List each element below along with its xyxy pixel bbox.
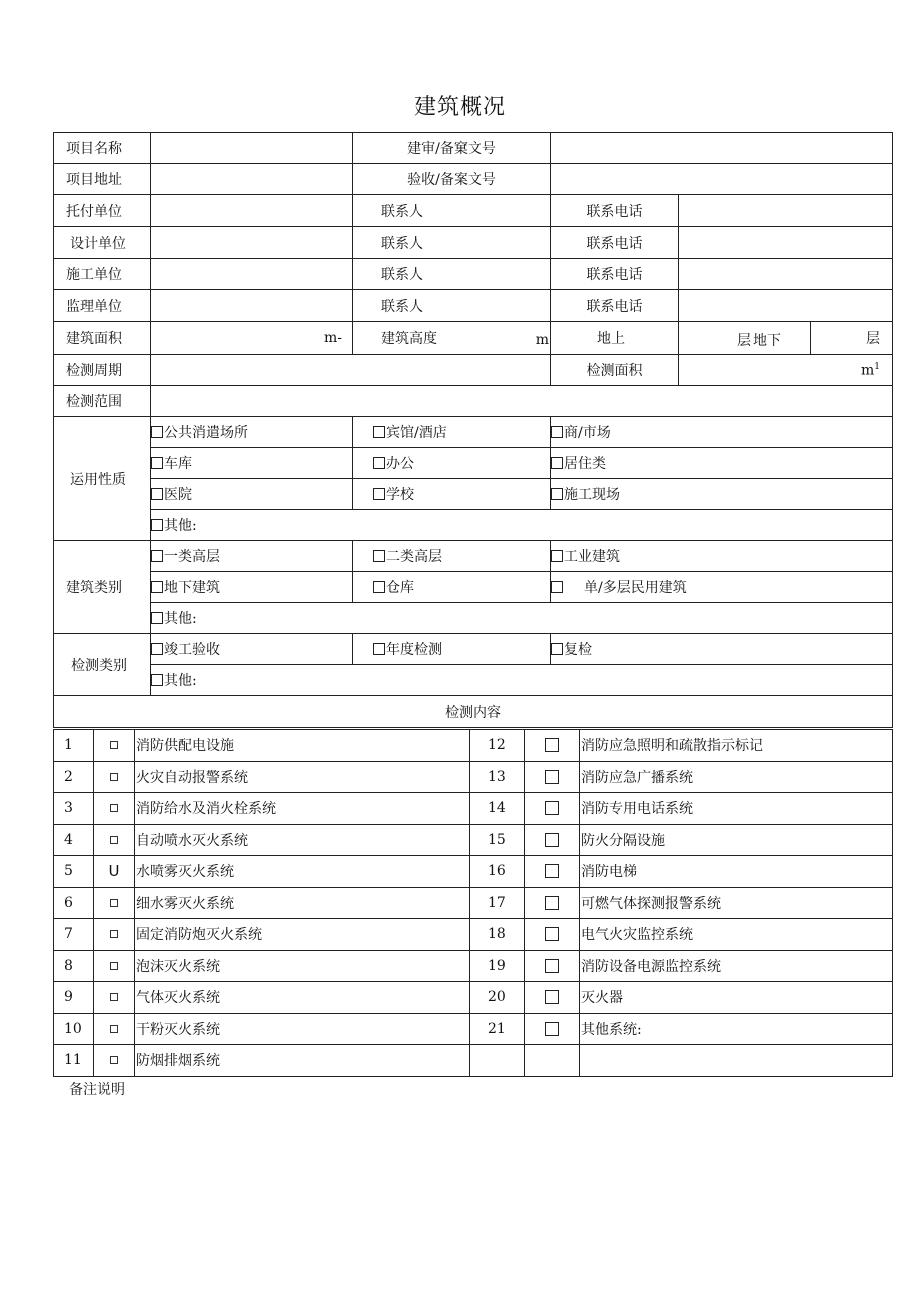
checkbox-icon[interactable] (110, 741, 118, 749)
item-name: 其他系统: (580, 1013, 893, 1045)
approval-no-field[interactable] (551, 133, 893, 164)
checkbox-icon[interactable] (551, 550, 563, 562)
item-number: 3 (54, 793, 94, 825)
item-name: 消防专用电话系统 (580, 793, 893, 825)
usage-other[interactable] (151, 510, 893, 541)
item-checkbox[interactable] (94, 982, 135, 1014)
checkbox-icon[interactable] (151, 674, 163, 686)
building-type-option[interactable] (151, 572, 353, 603)
empty-cell (580, 1045, 893, 1077)
item-number: 14 (470, 793, 525, 825)
checkbox-icon[interactable] (151, 488, 163, 500)
building-type-option[interactable] (151, 541, 353, 572)
item-name: 防火分隔设施 (580, 824, 893, 856)
supervision-contact-label: 联系人 (353, 290, 551, 322)
project-name-label: 项目名称 (54, 133, 151, 164)
test-scope-label: 检测范围 (54, 386, 151, 417)
item-checkbox[interactable] (525, 1013, 580, 1045)
checkbox-icon[interactable] (373, 581, 385, 593)
checkbox-icon[interactable] (545, 833, 559, 847)
table-row (54, 982, 893, 1014)
test-area-unit-sup: 1 (874, 361, 881, 372)
test-type-option-label: 年度检测 (386, 642, 442, 658)
building-type-option-label: 单/多层民用建筑 (584, 580, 687, 596)
construction-contact-label: 联系人 (353, 259, 551, 290)
checkbox-icon[interactable] (110, 962, 118, 970)
item-checkbox[interactable] (94, 887, 135, 919)
table-row (54, 761, 893, 793)
item-name: 泡沫灭火系统 (135, 950, 470, 982)
building-type-option[interactable] (551, 572, 893, 603)
test-type-label: 检测类别 (54, 634, 151, 696)
item-number: 7 (54, 919, 94, 951)
building-height-unit: m (535, 332, 549, 348)
client-contact-label: 联系人 (353, 195, 551, 227)
checkbox-icon[interactable] (373, 643, 385, 655)
test-area-field[interactable] (679, 355, 893, 386)
item-name: 消防应急照明和疏散指示标记 (580, 730, 893, 762)
table-row (54, 1013, 893, 1045)
supervision-unit-label: 监理单位 (54, 290, 151, 322)
item-number: 6 (54, 887, 94, 919)
page-title: 建筑概况 (413, 95, 506, 120)
item-number: 4 (54, 824, 94, 856)
building-height-label: 建筑高度 (381, 331, 437, 347)
building-info-table (53, 132, 893, 728)
test-contents-table (53, 729, 893, 1077)
test-type-option-label: 竣工验收 (164, 642, 220, 658)
item-checkbox[interactable] (525, 950, 580, 982)
usage-option[interactable] (551, 479, 893, 510)
below-floor-unit[interactable]: 层 (811, 322, 893, 355)
building-type-option-label: 仓库 (386, 580, 414, 596)
building-type-option-label: 地下建筑 (164, 580, 220, 596)
usage-option[interactable] (551, 448, 893, 479)
usage-option[interactable] (551, 417, 893, 448)
checkbox-icon[interactable] (151, 550, 163, 562)
empty-cell (525, 1045, 580, 1077)
test-period-label: 检测周期 (54, 355, 151, 386)
checkbox-icon[interactable] (545, 801, 559, 815)
usage-option[interactable] (353, 448, 551, 479)
item-number: 12 (470, 730, 525, 762)
construction-unit-label: 施工单位 (54, 259, 151, 290)
item-name: 防烟排烟系统 (135, 1045, 470, 1077)
checkbox-icon[interactable] (110, 899, 118, 907)
usage-option[interactable] (151, 448, 353, 479)
item-name: 固定消防炮灭火系统 (135, 919, 470, 951)
usage-option[interactable] (353, 479, 551, 510)
building-type-option[interactable] (353, 541, 551, 572)
usage-option-label: 医院 (164, 487, 192, 503)
remarks-label: 备注说明 (69, 1082, 125, 1098)
building-type-option-label: 二类高层 (386, 549, 442, 565)
test-area-unit: m (861, 362, 875, 379)
item-checkbox[interactable] (94, 824, 135, 856)
item-number: 19 (470, 950, 525, 982)
client-unit-label: 托付单位 (54, 195, 151, 227)
item-number: 1 (54, 730, 94, 762)
supervision-phone-field[interactable] (679, 290, 893, 322)
usage-option-label: 居住类 (564, 456, 606, 472)
item-checkbox[interactable] (94, 793, 135, 825)
test-scope-field[interactable] (151, 386, 893, 417)
test-type-other[interactable] (151, 665, 893, 696)
item-name: 灭火器 (580, 982, 893, 1014)
building-type-option[interactable] (353, 572, 551, 603)
checkbox-icon[interactable] (551, 426, 563, 438)
checkbox-icon[interactable] (551, 488, 563, 500)
design-phone-field[interactable] (679, 227, 893, 259)
item-number: 9 (54, 982, 94, 1014)
client-phone-field[interactable] (679, 195, 893, 227)
checkbox-icon[interactable] (545, 896, 559, 910)
checkbox-icon[interactable] (110, 773, 118, 781)
item-name: 干粉灭火系统 (135, 1013, 470, 1045)
client-phone-label: 联系电话 (551, 195, 679, 227)
checkbox-icon[interactable] (551, 581, 563, 593)
item-checkbox[interactable] (94, 919, 135, 951)
table-row (54, 730, 893, 762)
item-name: 水喷雾灭火系统 (135, 856, 470, 888)
item-checkbox[interactable] (525, 982, 580, 1014)
checkbox-icon[interactable] (151, 581, 163, 593)
item-checkbox[interactable] (525, 887, 580, 919)
checkbox-icon[interactable] (373, 550, 385, 562)
building-type-other-label: 其他: (164, 611, 197, 627)
item-number: 16 (470, 856, 525, 888)
supervision-unit-field[interactable] (151, 290, 353, 322)
above-floor-unit: 层 (737, 333, 751, 349)
usage-option-label: 办公 (386, 456, 414, 472)
item-number: 18 (470, 919, 525, 951)
design-contact-label: 联系人 (353, 227, 551, 259)
building-area-label: 建筑面积 (54, 322, 151, 355)
checkbox-icon[interactable] (110, 804, 118, 812)
design-unit-label: 设计单位 (54, 227, 151, 259)
item-checkbox[interactable] (525, 856, 580, 888)
acceptance-no-field[interactable] (551, 164, 893, 195)
item-name: 可燃气体探测报警系统 (580, 887, 893, 919)
item-checkbox[interactable] (94, 1045, 135, 1077)
item-checkbox[interactable] (94, 950, 135, 982)
test-type-option-label: 复检 (564, 642, 592, 658)
item-number: 20 (470, 982, 525, 1014)
test-type-option[interactable] (551, 634, 893, 665)
supervision-phone-label: 联系电话 (551, 290, 679, 322)
checkbox-icon[interactable] (110, 1056, 118, 1064)
item-checkbox[interactable] (94, 761, 135, 793)
floors-cell[interactable] (679, 322, 811, 355)
checkbox-icon[interactable] (151, 519, 163, 531)
usage-option[interactable] (151, 417, 353, 448)
item-name: 消防给水及消火栓系统 (135, 793, 470, 825)
above-ground-label: 地上 (551, 322, 679, 355)
checkbox-icon[interactable] (551, 457, 563, 469)
design-unit-field[interactable] (151, 227, 353, 259)
item-name: 消防电梯 (580, 856, 893, 888)
checkbox-icon[interactable] (545, 927, 559, 941)
checkbox-icon[interactable] (545, 738, 559, 752)
item-name: 消防应急广播系统 (580, 761, 893, 793)
checkbox-icon[interactable] (545, 990, 559, 1004)
table-row (54, 856, 893, 888)
item-name: 消防供配电设施 (135, 730, 470, 762)
item-checkbox[interactable] (525, 793, 580, 825)
usage-nature-label: 运用性质 (54, 417, 151, 541)
item-checkbox[interactable] (94, 1013, 135, 1045)
test-period-field[interactable] (151, 355, 551, 386)
item-number: 10 (54, 1013, 94, 1045)
item-name: 气体灭火系统 (135, 982, 470, 1014)
item-number: 11 (54, 1045, 94, 1077)
table-row (54, 1045, 893, 1077)
test-type-other-label: 其他: (164, 673, 197, 689)
building-type-option[interactable] (551, 541, 893, 572)
construction-phone-field[interactable] (679, 259, 893, 290)
checkbox-icon[interactable] (110, 836, 118, 844)
building-type-option-label: 工业建筑 (564, 549, 620, 565)
empty-cell (470, 1045, 525, 1077)
item-mark: U (108, 862, 120, 881)
checkbox-icon[interactable] (110, 930, 118, 938)
item-name: 消防设备电源监控系统 (580, 950, 893, 982)
usage-option-label: 施工现场 (564, 487, 620, 503)
item-checkbox[interactable] (525, 761, 580, 793)
item-number: 15 (470, 824, 525, 856)
test-type-option[interactable] (151, 634, 353, 665)
test-type-option[interactable] (353, 634, 551, 665)
table-row (54, 824, 893, 856)
item-name: 细水雾灭火系统 (135, 887, 470, 919)
checkbox-icon[interactable] (110, 993, 118, 1001)
usage-option[interactable] (151, 479, 353, 510)
item-number: 21 (470, 1013, 525, 1045)
construction-unit-field[interactable] (151, 259, 353, 290)
checkbox-icon[interactable] (551, 643, 563, 655)
item-checkbox[interactable] (525, 730, 580, 762)
checkbox-icon[interactable] (545, 1022, 559, 1036)
table-row (54, 950, 893, 982)
checkbox-icon[interactable] (545, 864, 559, 878)
acceptance-no-label: 验收/备案文号 (353, 164, 551, 195)
building-type-option-label: 一类高层 (164, 549, 220, 565)
construction-phone-label: 联系电话 (551, 259, 679, 290)
item-number: 8 (54, 950, 94, 982)
building-area-unit[interactable]: m- (151, 322, 353, 355)
item-name: 电气火灾监控系统 (580, 919, 893, 951)
usage-other-label: 其他: (164, 518, 197, 534)
building-type-label: 建筑类别 (54, 541, 151, 634)
item-number: 13 (470, 761, 525, 793)
item-checkbox[interactable] (94, 856, 135, 888)
table-row (54, 793, 893, 825)
checkbox-icon[interactable] (373, 426, 385, 438)
checkbox-icon[interactable] (373, 457, 385, 469)
checkbox-icon[interactable] (373, 488, 385, 500)
contents-header: 检测内容 (54, 696, 893, 728)
project-address-field[interactable] (151, 164, 353, 195)
checkbox-icon[interactable] (545, 770, 559, 784)
item-number: 2 (54, 761, 94, 793)
design-phone-label: 联系电话 (551, 227, 679, 259)
item-checkbox[interactable] (94, 730, 135, 762)
table-row (54, 919, 893, 951)
usage-option-label: 公共消遣场所 (164, 425, 248, 441)
item-number: 5 (54, 856, 94, 888)
item-checkbox[interactable] (525, 919, 580, 951)
usage-option[interactable] (353, 417, 551, 448)
checkbox-icon[interactable] (110, 1025, 118, 1033)
building-type-other[interactable] (151, 603, 893, 634)
test-area-label: 检测面积 (551, 355, 679, 386)
client-unit-field[interactable] (151, 195, 353, 227)
usage-option-label: 车库 (164, 456, 192, 472)
below-ground-label: 地下 (753, 333, 781, 349)
checkbox-icon[interactable] (545, 959, 559, 973)
project-name-field[interactable] (151, 133, 353, 164)
approval-no-label: 建审/备窠文号 (353, 133, 551, 164)
building-height-cell[interactable] (353, 322, 551, 355)
project-address-label: 项目地址 (54, 164, 151, 195)
item-name: 自动喷水灭火系统 (135, 824, 470, 856)
checkbox-icon[interactable] (151, 643, 163, 655)
item-name: 火灾自动报警系统 (135, 761, 470, 793)
usage-option-label: 学校 (386, 487, 414, 503)
checkbox-icon[interactable] (151, 612, 163, 624)
table-row (54, 887, 893, 919)
item-number: 17 (470, 887, 525, 919)
usage-option-label: 商/市场 (564, 425, 611, 441)
item-checkbox[interactable] (525, 824, 580, 856)
usage-option-label: 宾馆/酒店 (386, 425, 447, 441)
checkbox-icon[interactable] (151, 457, 163, 469)
checkbox-icon[interactable] (151, 426, 163, 438)
